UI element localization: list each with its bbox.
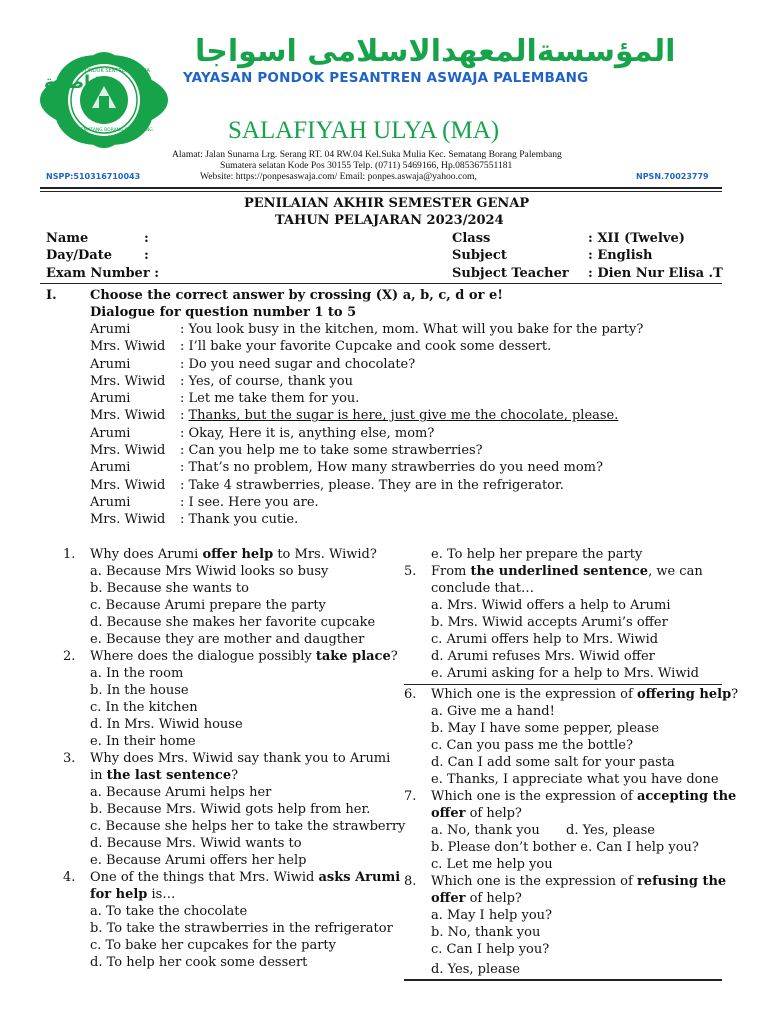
dialogue-row	[90, 425, 435, 442]
option[interactable]: a. In the room	[90, 666, 184, 681]
option[interactable]: b. May I have some pepper, please	[431, 721, 660, 736]
speaker: Mrs. Wiwid	[90, 443, 166, 459]
question-text-line-2	[90, 767, 383, 784]
dialogue-row	[90, 373, 353, 390]
nspp-number: NSPP:510316710043	[46, 172, 141, 181]
option[interactable]: c. Because she helps her to take the strawberry	[90, 819, 406, 834]
class-value: : XII (Twelve)	[588, 231, 685, 246]
questions-right	[404, 546, 739, 981]
day-date-colon: :	[144, 248, 149, 263]
option[interactable]: d. Because Mrs. Wiwid wants to	[90, 836, 302, 851]
address-line-3: Website: https://ponpesaswaja.com/ Email: ponpes.aswaja@yahoo.com,	[200, 171, 477, 182]
question-text-line-2: conclude that…	[431, 581, 535, 596]
name-label: Name	[46, 231, 89, 246]
foundation-name: YAYASAN PONDOK PESANTREN ASWAJA PALEMBANG	[183, 70, 589, 86]
option[interactable]: a. May I help you?	[431, 908, 553, 923]
options-7	[404, 805, 724, 873]
question-number: 2.	[63, 649, 76, 664]
options-3	[63, 767, 406, 869]
question-number: 1.	[63, 547, 76, 562]
day-date-label: Day/Date	[46, 248, 112, 263]
option[interactable]: b. Because Mrs. Wiwid gots help from her.	[90, 802, 371, 817]
arabic-foundation-name: المؤسسةالمعهدالاسلامى اسواجا	[195, 34, 676, 69]
dialogue-line	[180, 407, 618, 424]
question-4	[63, 869, 401, 886]
question-text	[90, 648, 398, 665]
dialogue-line: : Yes, of course, thank you	[180, 373, 353, 389]
question-number: 4.	[63, 870, 76, 885]
header-divider	[40, 187, 722, 189]
dialogue-line: : Thank you cutie.	[180, 512, 299, 528]
option[interactable]: d. Because she makes her favorite cupcake	[90, 615, 376, 630]
underlined-sentence: Thanks, but the sugar is here, just give me the chocolate, please.	[188, 408, 619, 424]
question-5	[404, 563, 724, 580]
question-text-part: of help?	[465, 806, 522, 821]
options-2	[63, 665, 383, 750]
name-colon: :	[144, 231, 149, 246]
option[interactable]: e. In their home	[90, 734, 196, 749]
option[interactable]: d. Yes, please	[431, 962, 520, 977]
section-instruction: Choose the correct answer by crossing (X) a, b, c, d or e!	[90, 288, 503, 303]
option[interactable]: e. To help her prepare the party	[431, 547, 643, 562]
speaker: Mrs. Wiwid	[90, 373, 166, 389]
dialogue-row	[90, 442, 483, 459]
question-keyword: offering help	[636, 687, 732, 702]
option[interactable]: b. Because she wants to	[90, 581, 249, 596]
question-text-line-2	[431, 805, 724, 822]
question-text-part: Which one is the expression of	[431, 687, 637, 702]
dialogue	[90, 321, 644, 529]
option[interactable]: d. Can I add some salt for your pasta	[431, 755, 675, 770]
speaker: Mrs. Wiwid	[90, 339, 166, 355]
question-text-part: Which one is the expression of	[431, 789, 637, 804]
speaker: Arumi	[90, 460, 131, 476]
question-keyword: offer	[431, 806, 466, 821]
option[interactable]: b. Please don’t bother	[431, 840, 577, 855]
option[interactable]: c. Because Arumi prepare the party	[90, 598, 326, 613]
question-text	[90, 546, 377, 563]
dialogue-line: : Do you need sugar and chocolate?	[180, 356, 416, 372]
speaker: Arumi	[90, 391, 131, 407]
option[interactable]: b. To take the strawberries in the refrigerator	[90, 921, 393, 936]
question-text-part: ?	[731, 687, 739, 702]
question-keyword: the underlined sentence	[470, 564, 649, 579]
question-keyword: accepting the	[636, 789, 737, 804]
question-text-part: , we can	[648, 564, 703, 579]
bottom-divider	[404, 979, 722, 981]
question-text: Why does Mrs. Wiwid say thank you to Arumi	[90, 751, 391, 766]
options-1	[63, 563, 383, 648]
dialogue-row	[90, 356, 416, 373]
logo-arabic-text: فاطمة	[44, 72, 103, 93]
option[interactable]: e. Thanks, I appreciate what you have done	[431, 772, 719, 787]
options-6	[404, 703, 724, 788]
question-keyword: take place	[315, 649, 391, 664]
question-text-part: is…	[147, 887, 176, 902]
option-row	[431, 822, 724, 839]
logo-ring-bottom-text: SEMATANG BORANG PALEMBANG	[78, 128, 153, 133]
question-text	[90, 869, 400, 886]
info-divider	[40, 283, 722, 284]
question-3	[63, 750, 391, 767]
option[interactable]: d. In Mrs. Wiwid house	[90, 717, 243, 732]
npsn-number: NPSN.70023779	[636, 172, 709, 181]
dialogue-row	[90, 338, 552, 355]
dialogue-row	[90, 321, 644, 338]
option[interactable]: b. In the house	[90, 683, 189, 698]
question-keyword: refusing the	[636, 874, 727, 889]
speaker: Arumi	[90, 356, 131, 372]
header-divider-thin	[40, 191, 722, 192]
option[interactable]: c. To bake her cupcakes for the party	[90, 938, 336, 953]
question-keyword: offer help	[202, 547, 274, 562]
line-prefix: :	[180, 408, 189, 424]
speaker: Arumi	[90, 322, 131, 337]
question-text-line-2	[431, 890, 724, 907]
option[interactable]: a. No, thank you	[431, 823, 540, 838]
dialogue-line: : You look busy in the kitchen, mom. What will you bake for the party?	[180, 322, 644, 337]
options-8	[404, 890, 724, 978]
speaker: Arumi	[90, 425, 131, 441]
address-line-2: Sumatera selatan Kode Pos 30155 Telp. (0711) 5469166, Hp.085367551181	[220, 160, 513, 171]
dialogue-line: : I’ll bake your favorite Cupcake and cook some dessert.	[180, 339, 552, 355]
option[interactable]: a. Mrs. Wiwid offers a help to Arumi	[431, 598, 671, 613]
dialogue-row	[90, 494, 319, 511]
option-row	[431, 839, 724, 856]
option[interactable]: e. Because Arumi offers her help	[90, 853, 307, 868]
question-text-part: of help?	[465, 891, 522, 906]
speaker: Arumi	[90, 494, 131, 510]
dialogue-row	[90, 407, 619, 424]
column-divider	[404, 684, 722, 685]
question-text-part: From	[431, 564, 471, 579]
option[interactable]: d. Arumi refuses Mrs. Wiwid offer	[431, 649, 655, 664]
school-logo	[38, 50, 170, 150]
question-keyword: offer	[431, 891, 466, 906]
option[interactable]: a. Because Mrs Wiwid looks so busy	[90, 564, 329, 579]
exam-year: TAHUN PELAJARAN 2023/2024	[275, 213, 504, 228]
dialogue-row	[90, 459, 603, 476]
option[interactable]: e. Because they are mother and daugther	[90, 632, 365, 647]
questions-left	[63, 546, 406, 971]
dialogue-row	[90, 390, 360, 407]
question-7	[404, 788, 737, 805]
question-text-part: Which one is the expression of	[431, 874, 637, 889]
question-text	[431, 873, 726, 890]
option[interactable]: d. To help her cook some dessert	[90, 955, 308, 970]
dialogue-line: : Can you help me to take some strawberries?	[180, 443, 483, 459]
question-text-part: in	[90, 768, 107, 783]
dialogue-line: : That’s no problem, How many strawberries do you need mom?	[180, 460, 603, 476]
question-text	[431, 563, 703, 580]
question-text-part: One of the things that Mrs. Wiwid	[90, 870, 319, 885]
option[interactable]: e. Can I help you?	[580, 840, 699, 855]
option[interactable]: b. No, thank you	[431, 925, 541, 940]
question-number: 6.	[404, 687, 417, 702]
dialogue-title: Dialogue for question number 1 to 5	[90, 305, 357, 320]
dialogue-row	[90, 477, 564, 494]
option[interactable]: e. Arumi asking for a help to Mrs. Wiwid	[431, 666, 699, 681]
question-keyword: for help	[90, 887, 148, 902]
option[interactable]: d. Yes, please	[566, 823, 655, 838]
dialogue-line: : Let me take them for you.	[180, 391, 360, 407]
question-keyword: the last sentence	[106, 768, 232, 783]
dialogue-line: : Take 4 strawberries, please. They are in the refrigerator.	[180, 477, 564, 493]
section-number: I.	[46, 288, 57, 303]
option[interactable]: c. Arumi offers help to Mrs. Wiwid	[431, 632, 659, 647]
dialogue-row	[90, 511, 299, 528]
exam-title: PENILAIAN AKHIR SEMESTER GENAP	[244, 196, 530, 211]
option[interactable]: c. Let me help you	[431, 857, 553, 872]
question-text-part: ?	[231, 768, 239, 783]
options-4	[63, 886, 393, 971]
question-text	[431, 788, 736, 805]
question-text-part: Why does Arumi	[90, 547, 203, 562]
logo-ring-text: PONDOK SENTREN ASWAJA	[82, 68, 150, 74]
question-text-line-2	[90, 886, 383, 903]
exam-number-label: Exam Number :	[46, 266, 159, 281]
option[interactable]: c. Can I help you?	[431, 942, 550, 957]
speaker: Mrs. Wiwid	[90, 512, 166, 528]
option[interactable]: c. Can you pass me the bottle?	[431, 738, 633, 753]
q4-continued	[404, 546, 724, 563]
question-1	[63, 546, 383, 563]
class-label: Class	[452, 231, 491, 246]
question-keyword: asks Arumi	[318, 870, 401, 885]
question-6	[404, 686, 739, 703]
question-number: 8.	[404, 874, 417, 889]
question-2	[63, 648, 398, 665]
flower-emblem-icon	[38, 50, 170, 150]
school-name: SALAFIYAH ULYA (MA)	[228, 117, 500, 144]
options-5	[404, 580, 724, 682]
question-number: 7.	[404, 789, 417, 804]
question-number: 5.	[404, 564, 417, 579]
option[interactable]: a. Because Arumi helps her	[90, 785, 272, 800]
address-line-1: Alamat: Jalan Sunarna Lrg. Serang RT. 04 RW.04 Kel.Suka Mulia Kec. Sematang Borang Palembang	[172, 149, 562, 160]
question-8	[404, 873, 727, 890]
option[interactable]: b. Mrs. Wiwid accepts Arumi’s offer	[431, 615, 668, 630]
option[interactable]: a. Give me a hand!	[431, 704, 555, 719]
teacher-label: Subject Teacher	[452, 266, 569, 281]
option[interactable]: a. To take the chocolate	[90, 904, 248, 919]
speaker: Mrs. Wiwid	[90, 408, 166, 424]
question-text	[431, 686, 738, 703]
speaker: Mrs. Wiwid	[90, 477, 166, 493]
subject-value: : English	[588, 248, 653, 263]
question-text-part: ?	[390, 649, 398, 664]
teacher-value: : Dien Nur Elisa .T	[588, 266, 723, 281]
subject-label: Subject	[452, 248, 507, 263]
dialogue-line: : I see. Here you are.	[180, 494, 319, 510]
option[interactable]: c. In the kitchen	[90, 700, 198, 715]
dialogue-line: : Okay, Here it is, anything else, mom?	[180, 425, 435, 441]
question-text-part: to Mrs. Wiwid?	[273, 547, 377, 562]
question-text-part: Where does the dialogue possibly	[90, 649, 316, 664]
question-number: 3.	[63, 751, 76, 766]
